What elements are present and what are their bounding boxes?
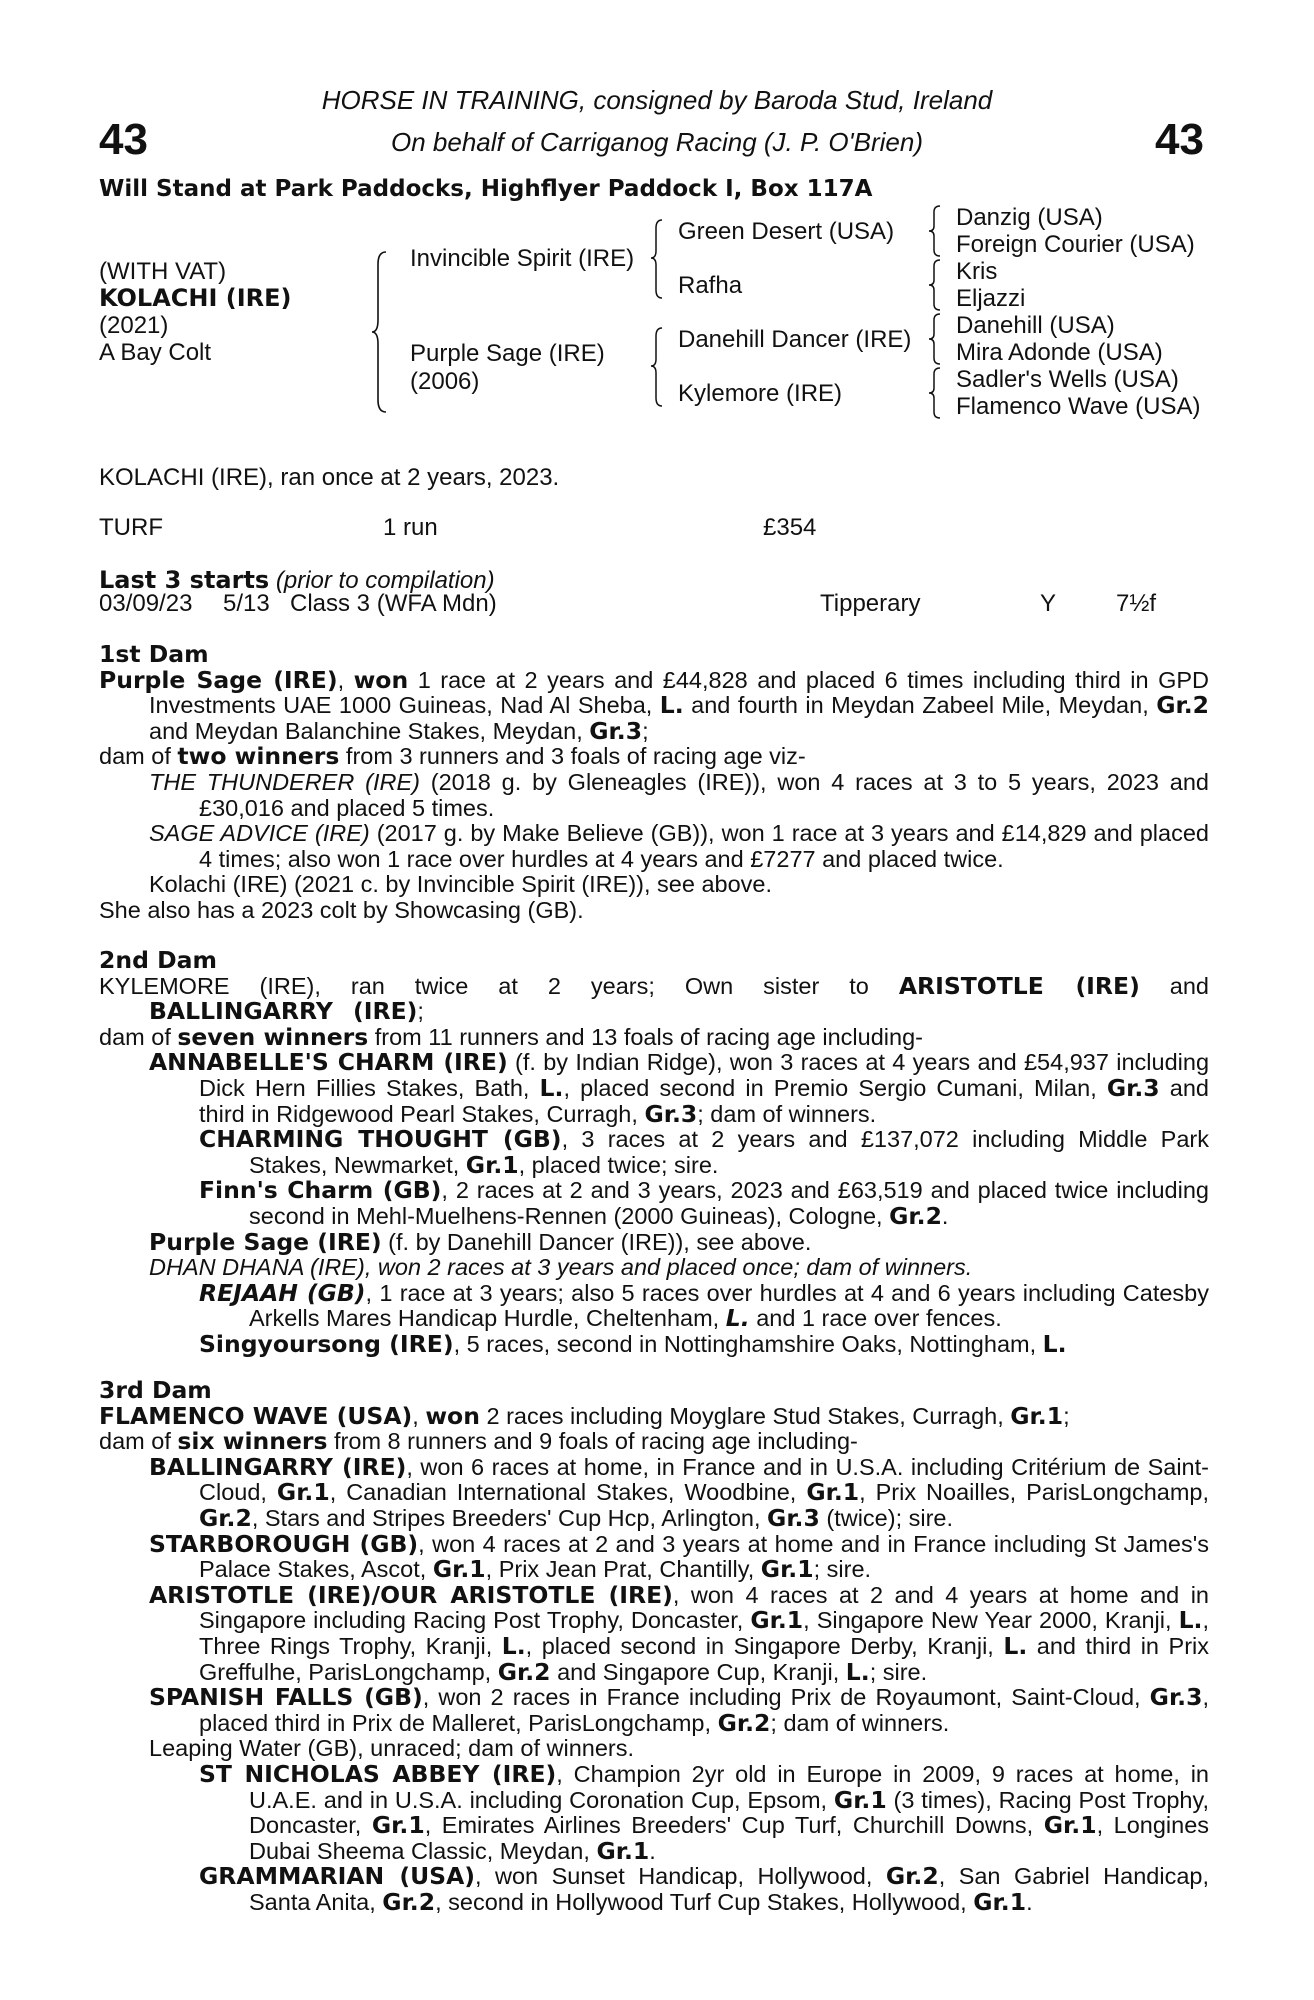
pedigree-sire: Invincible Spirit (IRE) [410,245,635,272]
record-surface: TURF [99,514,163,541]
horse-description: A Bay Colt [99,339,212,366]
record-earnings: £354 [763,514,817,541]
last-start-date: 03/09/23 [99,590,193,617]
produce-finns-charm: Finn's Charm (GB), 2 races at 2 and 3 years, 2023 and £63,519 and placed twice including second in Mehl-Muelhens-Rennen (2000 Guineas), Cologne, Gr.2. [199,1176,1209,1230]
horse-name: KOLACHI (IRE) [99,284,292,312]
first-dam-heading: 1st Dam [99,640,209,668]
on-behalf-line: On behalf of Carriganog Racing (J. P. O'Brien) [391,127,923,157]
produce-leaping-water: Leaping Water (GB), unraced; dam of winners. [149,1735,635,1762]
brace-rafha [928,258,942,312]
third-dam-summary: FLAMENCO WAVE (USA), won 2 races including Moyglare Stud Stakes, Curragh, Gr.1; [99,1401,1070,1430]
record-runs: 1 run [383,514,438,541]
produce-starborough: STARBOROUGH (GB), won 4 races at 2 and 3 years at home and in France including St James's Palace Stakes, Ascot, Gr.1, Prix Jean Prat, Chantilly, Gr.1; sire. [149,1529,1209,1584]
pedigree-dam-dam: Kylemore (IRE) [678,380,843,407]
horse-year: (2021) [99,312,169,339]
produce-purple-sage: Purple Sage (IRE) (f. by Danehill Dancer (IRE)), see above. [149,1227,812,1256]
dam-brace [650,326,664,408]
consignor-line: HORSE IN TRAINING, consigned by Baroda Stud, Ireland [321,85,993,115]
pedigree-dam: Purple Sage (IRE) [410,340,605,367]
second-dam-section [99,948,1209,1358]
second-dam-heading: 2nd Dam [99,946,217,974]
pedigree-dss: Danehill (USA) [956,312,1115,339]
brace-danehill-dancer [928,312,942,366]
produce-grammarian: GRAMMARIAN (USA), won Sunset Handicap, Hollywood, Gr.2, San Gabriel Handicap, Santa Anita, Gr.2, second in Hollywood Turf Cup Stakes, Hollywood, Gr.1. [199,1862,1209,1916]
produce-ballingarry: BALLINGARRY (IRE), won 6 races at home, in France and in U.S.A. including Critérium de Saint-Cloud, Gr.1, Canadian International Stakes, Woodbine, Gr.1, Prix Noailles, ParisLongchamp, Gr.2, Stars and Stripes Breeders' Cup Hcp, Arlington, Gr.3 (twice); sire. [149,1452,1210,1532]
brace-green-desert [928,204,942,258]
brace-kylemore [928,366,942,420]
pedigree-dam-sire: Danehill Dancer (IRE) [678,326,912,353]
produce-st-nicholas-abbey: ST NICHOLAS ABBEY (IRE), Champion 2yr old in Europe in 2009, 9 races at home, in U.A.E. and in U.S.A. including Coronation Cup, Epsom, Gr.1 (3 times), Racing Post Trophy, Doncaster, Gr.1, Emirates Airlines Breeders' Cup Turf, Churchill Downs, Gr.1, Longines Dubai Sheema Classic, Meydan, Gr.1. [199,1759,1210,1865]
third-dam-produce-intro: dam of six winners from 8 runners and 9 foals of racing age including- [99,1427,858,1456]
produce-dhan-dhana: DHAN DHANA (IRE), won 2 races at 3 years and placed once; dam of winners. [149,1254,973,1281]
sire-brace [650,218,664,300]
race-record-summary: KOLACHI (IRE), ran once at 2 years, 2023. [99,464,560,491]
produce-sage-advice: SAGE ADVICE (IRE) (2017 g. by Make Believe (GB)), won 1 race at 3 years and £14,829 and placed 4 times; also won 1 race over hurdles at 4 years and £7277 and placed twice. [149,820,1209,872]
produce-spanish-falls: SPANISH FALLS (GB), won 2 races in France including Prix de Royaumont, Saint-Cloud, Gr.3, placed third in Prix de Malleret, ParisLongchamp, Gr.2; dam of winners. [149,1683,1209,1737]
lot-number-left: 43 [99,115,148,164]
produce-rejaah: REJAAH (GB), 1 race at 3 years; also 5 races over hurdles at 4 and 6 years including Catesby Arkells Mares Handicap Hurdle, Cheltenham, L. and 1 race over fences. [199,1278,1209,1333]
first-dam-2023-foal: She also has a 2023 colt by Showcasing (GB). [99,896,584,923]
vat-label: (WITH VAT) [99,258,227,285]
last-start-course: Tipperary [820,590,921,617]
pedigree-ddd: Flamenco Wave (USA) [956,393,1201,420]
second-dam-summary: KYLEMORE (IRE), ran twice at 2 years; Own sister to ARISTOTLE (IRE) and BALLINGARRY (IRE); [99,971,1210,1026]
last-starts-title: Last 3 starts [99,566,270,594]
pedigree-sdd: Eljazzi [956,285,1026,312]
pedigree-sds: Kris [956,258,998,285]
first-dam-summary: Purple Sage (IRE), won 1 race at 2 years and £44,828 and placed 6 times including third in GPD Investments UAE 1000 Guineas, Nad Al Sheba, L. and fourth in Meydan Zabeel Mile, Meydan, Gr.2 and Meydan Balanchine Stakes, Meydan, Gr.3; [99,665,1210,745]
produce-aristotle: ARISTOTLE (IRE)/OUR ARISTOTLE (IRE), won 4 races at 2 and 4 years at home and in Singapore including Racing Post Trophy, Doncaster, Gr.1, Singapore New Year 2000, Kranji, L., Three Rings Trophy, Kranji, L., placed second in Singapore Derby, Kranji, L. and third in Prix Greffulhe, ParisLongchamp, Gr.2 and Singapore Cup, Kranji, L.; sire. [149,1580,1209,1686]
last-starts-note: (prior to compilation) [275,567,495,594]
second-dam-produce-intro: dam of seven winners from 11 runners and 13 foals of racing age including- [99,1022,923,1051]
produce-charming-thought: CHARMING THOUGHT (GB), 3 races at 2 years and £137,072 including Middle Park Stakes, Newmarket, Gr.1, placed twice; sire. [199,1125,1209,1179]
last-start-going: Y [1040,590,1057,617]
pedigree-main-brace [370,250,390,415]
pedigree-ssd: Foreign Courier (USA) [956,231,1195,258]
produce-singyoursong: Singyoursong (IRE), 5 races, second in Nottinghamshire Oaks, Nottingham, L. [199,1329,1067,1358]
pedigree-sire-sire: Green Desert (USA) [678,218,895,245]
produce-annabelles-charm: ANNABELLE'S CHARM (IRE) (f. by Indian Ridge), won 3 races at 4 years and £54,937 including Dick Hern Fillies Stakes, Bath, L., placed second in Premio Sergio Cumani, Milan, Gr.3 and third in Ridgewood Pearl Stakes, Curragh, Gr.3; dam of winners. [149,1048,1210,1128]
third-dam-heading: 3rd Dam [99,1376,212,1404]
first-dam-section [99,642,1209,924]
pedigree-dsd: Mira Adonde (USA) [956,339,1163,366]
pedigree-dds: Sadler's Wells (USA) [956,366,1179,393]
stand-location: Will Stand at Park Paddocks, Highflyer Paddock I, Box 117A [99,176,873,202]
last-start-position: 5/13 [223,590,270,617]
last-start-distance: 7½f [1116,590,1157,617]
third-dam-section [99,1378,1209,1915]
pedigree-sire-dam: Rafha [678,272,743,299]
last-start-race: Class 3 (WFA Mdn) [290,590,497,617]
produce-the-thunderer: THE THUNDERER (IRE) (2018 g. by Gleneagles (IRE)), won 4 races at 3 to 5 years, 2023 and £30,016 and placed 5 times. [149,768,1209,821]
lot-number-right: 43 [1155,115,1204,164]
pedigree-dam-year: (2006) [410,368,480,395]
produce-kolachi: Kolachi (IRE) (2021 c. by Invincible Spirit (IRE)), see above. [149,871,773,898]
first-dam-produce-intro: dam of two winners from 3 runners and 3 foals of racing age viz- [99,742,806,771]
pedigree-sss: Danzig (USA) [956,204,1103,231]
